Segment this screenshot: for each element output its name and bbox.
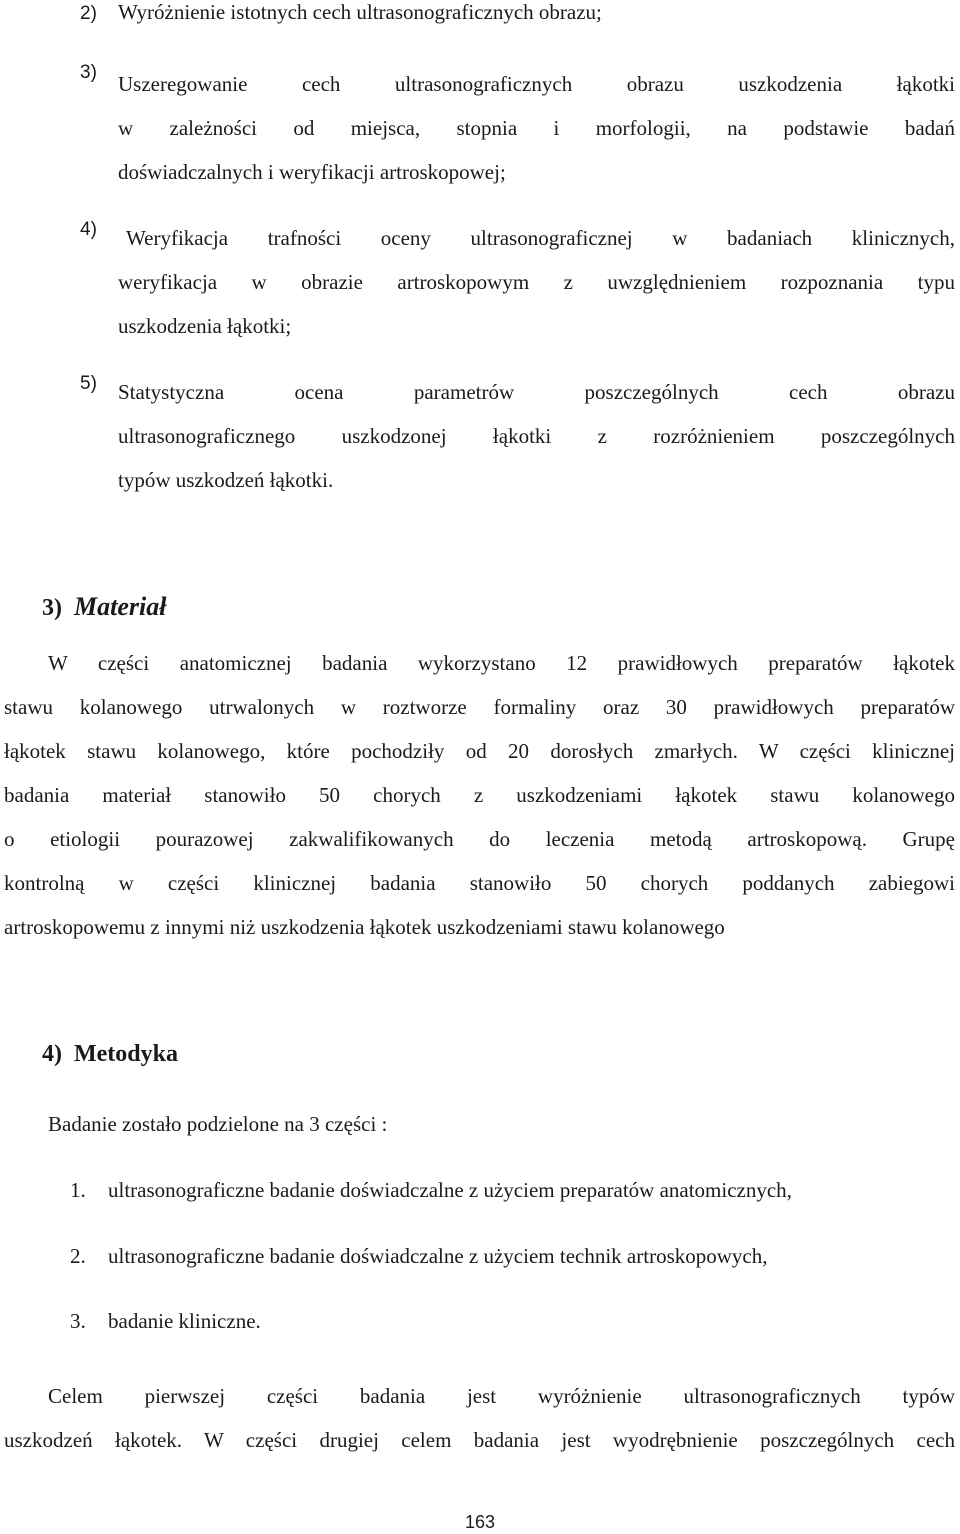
- list-item-number: 5): [80, 373, 97, 394]
- list-item-line: w zależności od miejsca, stopnia i morfologii, na podstawie badań: [118, 116, 955, 140]
- section-number: 3): [42, 595, 62, 621]
- methods-item-text: badanie kliniczne.: [108, 1309, 261, 1333]
- section-title: Metodyka: [74, 1041, 178, 1067]
- list-item-line: Uszeregowanie cech ultrasonograficznych obrazu uszkodzenia łąkotki: [118, 72, 955, 96]
- paragraph-line: artroskopowemu z innymi niż uszkodzenia łąkotek uszkodzeniami stawu kolanowego: [4, 915, 725, 939]
- paragraph-line: Celem pierwszej części badania jest wyróżnienie ultrasonograficznych typów: [48, 1384, 955, 1408]
- paragraph-line: stawu kolanowego utrwalonych w roztworze formaliny oraz 30 prawidłowych preparatów: [4, 695, 955, 719]
- list-item-line: typów uszkodzeń łąkotki.: [118, 468, 334, 492]
- paragraph-line: kontrolną w części klinicznej badania stanowiło 50 chorych poddanych zabiegowi: [4, 871, 955, 895]
- list-item-number: 2): [80, 3, 97, 24]
- methods-list-item: [70, 1244, 767, 1269]
- list-item-line: weryfikacja w obrazie artroskopowym z uwzględnieniem rozpoznania typu: [118, 270, 955, 294]
- section-title: Materiał: [74, 592, 167, 621]
- section-heading-material: [42, 592, 166, 622]
- paragraph-line: W części anatomicznej badania wykorzystano 12 prawidłowych preparatów łąkotek: [48, 651, 955, 675]
- list-item-marker: [80, 370, 97, 395]
- list-item-marker: [80, 216, 97, 241]
- section-number: 4): [42, 1041, 62, 1067]
- methods-closing-paragraph: [4, 1374, 955, 1462]
- list-item-line: Statystyczna ocena parametrów poszczególnych cech obrazu: [118, 380, 955, 404]
- list-item-paragraph: [118, 370, 955, 502]
- list-item-line: ultrasonograficznego uszkodzonej łąkotki z rozróżnieniem poszczególnych: [118, 424, 955, 448]
- methods-item-number: 2.: [70, 1244, 86, 1268]
- paragraph-line: badania materiał stanowiło 50 chorych z uszkodzeniami łąkotek stawu kolanowego: [4, 783, 955, 807]
- methods-list-item: [70, 1309, 261, 1334]
- material-paragraph: [4, 641, 955, 949]
- list-item-number: 3): [80, 62, 97, 83]
- list-item: [80, 0, 602, 25]
- list-item-paragraph: [118, 216, 955, 348]
- methods-item-number: 3.: [70, 1309, 86, 1333]
- list-item-text: Wyróżnienie istotnych cech ultrasonograficznych obrazu;: [118, 0, 602, 24]
- list-item-number: 4): [80, 219, 97, 240]
- methods-item-number: 1.: [70, 1178, 86, 1202]
- list-item-line: uszkodzenia łąkotki;: [118, 314, 292, 338]
- list-item-paragraph: [118, 62, 955, 194]
- paragraph-line: uszkodzeń łąkotek. W części drugiej celem badania jest wyodrębnienie poszczególnych cech: [4, 1428, 955, 1452]
- methods-item-text: ultrasonograficzne badanie doświadczalne z użyciem preparatów anatomicznych,: [108, 1178, 792, 1202]
- list-item-line: Weryfikacja trafności oceny ultrasonograficznej w badaniach klinicznych,: [126, 226, 955, 250]
- section-heading-methods: [42, 1041, 178, 1068]
- page-number: 163: [464, 1512, 496, 1532]
- methods-list-item: [70, 1178, 792, 1203]
- methods-item-text: ultrasonograficzne badanie doświadczalne z użyciem technik artroskopowych,: [108, 1244, 768, 1268]
- list-item-line: doświadczalnych i weryfikacji artroskopowej;: [118, 160, 506, 184]
- methods-intro: Badanie zostało podzielone na 3 części :: [48, 1112, 388, 1136]
- paragraph-line: łąkotek stawu kolanowego, które pochodziły od 20 dorosłych zmarłych. W części klinicznej: [4, 739, 955, 763]
- paragraph-line: o etiologii pourazowej zakwalifikowanych do leczenia metodą artroskopową. Grupę: [4, 827, 955, 851]
